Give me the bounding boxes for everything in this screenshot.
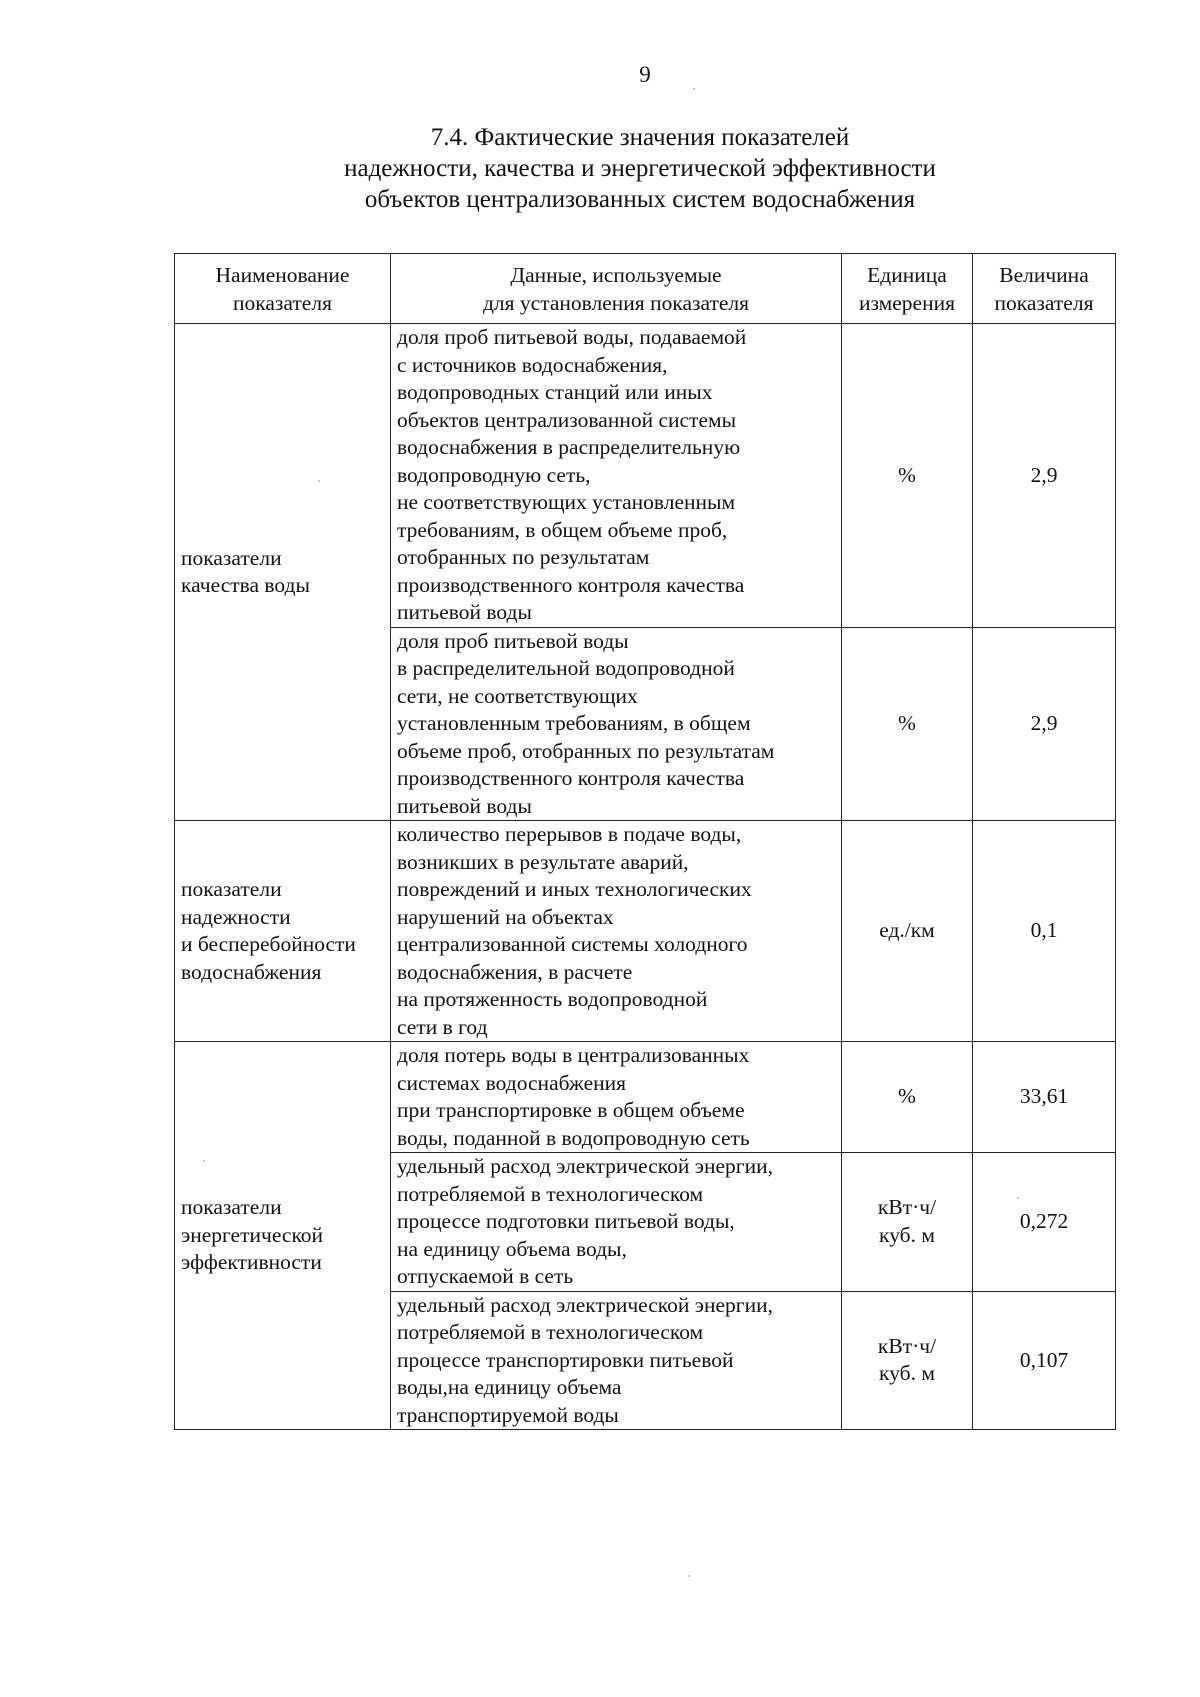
data-description-line: потребляемой в технологическом	[397, 1320, 704, 1344]
header-line: для установления показателя	[482, 290, 750, 315]
data-description-line: производственного контроля качества	[397, 572, 745, 597]
header-unit	[842, 254, 973, 324]
data-description-line: установленным требованиям, в общем	[397, 711, 751, 735]
data-description-line: питьевой воды	[397, 793, 532, 818]
table-row	[175, 821, 1116, 1042]
data-description-line: воды,на единицу объема	[397, 1375, 622, 1399]
value-cell: 33,61	[973, 1042, 1116, 1153]
unit-line: куб. м	[879, 1222, 935, 1247]
unit-cell	[842, 1291, 973, 1430]
indicator-name-line: надежности	[181, 904, 291, 929]
indicator-name-line: показатели	[181, 877, 282, 901]
unit-cell	[842, 821, 973, 1042]
indicator-name-line: показатели	[181, 1195, 282, 1220]
indicator-name-cell	[175, 324, 391, 821]
scan-speck	[688, 1575, 690, 1577]
data-description-line: с источников водоснабжения,	[397, 352, 668, 377]
data-description-line: в распределительной водопроводной	[397, 656, 735, 680]
data-description-line: сети, не соответствующих	[397, 683, 638, 708]
header-line: показателя	[233, 290, 332, 315]
data-description-line: водоснабжения в распределительную	[397, 435, 741, 459]
indicator-name-cell	[175, 1042, 391, 1430]
data-description-line: на протяженность водопроводной	[397, 987, 708, 1011]
data-description-line: системах водоснабжения	[397, 1070, 627, 1095]
unit-line: кВт·ч/	[877, 1333, 937, 1358]
table-row	[175, 1042, 1116, 1153]
data-description-line: питьевой воды	[397, 600, 532, 624]
unit-cell	[842, 324, 973, 628]
data-description-cell	[391, 324, 842, 628]
data-description-line: количество перерывов в подаче воды,	[397, 822, 742, 846]
data-description-line: водопроводную сеть,	[397, 462, 591, 487]
indicator-name-line: эффективности	[181, 1250, 322, 1275]
value-cell: 0,272	[973, 1153, 1116, 1292]
data-description-line: водопроводных станций или иных	[397, 380, 713, 404]
data-description-line: централизованной системы холодного	[397, 932, 748, 956]
indicator-name-line: качества воды	[181, 573, 310, 597]
indicator-name-cell	[175, 821, 391, 1042]
scan-speck	[693, 88, 695, 90]
scan-speck	[1017, 1197, 1019, 1199]
unit-cell	[842, 1042, 973, 1153]
value-cell: 0,107	[973, 1291, 1116, 1430]
unit-line: %	[898, 1084, 916, 1109]
data-description-line: требованиям, в общем объеме проб,	[397, 517, 728, 542]
data-description-line: возникших в результате аварий,	[397, 849, 689, 874]
data-description-line: отпускаемой в сеть	[397, 1264, 574, 1288]
data-description-cell	[391, 1042, 842, 1153]
indicator-name-line: показатели	[181, 545, 282, 570]
data-description-cell	[391, 821, 842, 1042]
data-description-line: отобранных по результатам	[397, 545, 650, 569]
data-description-line: производственного контроля качества	[397, 766, 745, 790]
table-row	[175, 324, 1116, 628]
header-line: измерения	[858, 290, 956, 315]
header-value	[973, 254, 1116, 324]
table-body	[175, 324, 1116, 1430]
header-line: показателя	[994, 290, 1094, 315]
table-header-row	[175, 254, 1116, 324]
data-description-line: водоснабжения, в расчете	[397, 959, 633, 984]
unit-line: ед./км	[879, 918, 935, 943]
value-cell: 0,1	[973, 821, 1116, 1042]
scan-speck	[203, 1160, 205, 1162]
title-line: объектов централизованных систем водоснабжения	[364, 186, 916, 213]
header-data-used	[391, 254, 842, 324]
title-line: надежности, качества и энергетической эффективности	[344, 155, 936, 182]
header-line: Наименование	[215, 262, 350, 287]
data-description-line: потребляемой в технологическом	[397, 1181, 704, 1206]
data-description-line: доля проб питьевой воды	[397, 628, 629, 653]
data-description-line: процессе транспортировки питьевой	[397, 1347, 734, 1372]
title-line: 7.4. Фактические значения показателей	[430, 124, 850, 151]
data-description-line: удельный расход электрической энергии,	[397, 1154, 774, 1178]
section-title	[240, 122, 1040, 215]
header-line: Величина	[999, 262, 1089, 287]
data-description-line: не соответствующих установленным	[397, 490, 736, 514]
indicator-name-line: водоснабжения	[181, 959, 322, 984]
value-cell: 2,9	[973, 627, 1116, 821]
indicators-table	[174, 253, 1116, 1430]
scan-speck	[318, 480, 320, 482]
page-number: 9	[639, 62, 651, 87]
unit-line: %	[898, 462, 916, 487]
unit-cell	[842, 1153, 973, 1292]
data-description-line: объектов централизованной системы	[397, 407, 737, 432]
header-indicator-name	[175, 254, 391, 324]
data-description-line: транспортируемой воды	[397, 1402, 619, 1427]
data-description-cell	[391, 1153, 842, 1292]
data-description-line: удельный расход электрической энергии,	[397, 1292, 774, 1317]
data-description-line: при транспортировке в общем объеме	[397, 1098, 745, 1122]
data-description-line: процессе подготовки питьевой воды,	[397, 1209, 735, 1233]
unit-line: %	[898, 711, 916, 735]
value-cell: 2,9	[973, 324, 1116, 628]
data-description-line: повреждений и иных технологических	[397, 877, 752, 901]
indicator-name-line: энергетической	[181, 1222, 324, 1247]
data-description-line: сети в год	[397, 1014, 488, 1039]
data-description-line: доля потерь воды в централизованных	[397, 1043, 750, 1067]
header-line: Единица	[867, 262, 947, 287]
data-description-line: нарушений на объектах	[397, 904, 614, 929]
unit-line: куб. м	[879, 1361, 935, 1386]
data-description-cell	[391, 1291, 842, 1430]
data-description-cell	[391, 627, 842, 821]
unit-line: кВт·ч/	[877, 1195, 937, 1220]
data-description-line: воды, поданной в водопроводную сеть	[397, 1125, 750, 1150]
data-description-line: объеме проб, отобранных по результатам	[397, 738, 775, 763]
data-description-line: на единицу объема воды,	[397, 1236, 627, 1261]
header-line: Данные, используемые	[510, 262, 722, 287]
indicator-name-line: и бесперебойности	[181, 932, 356, 956]
unit-cell	[842, 627, 973, 821]
data-description-line: доля проб питьевой воды, подаваемой	[397, 325, 747, 349]
